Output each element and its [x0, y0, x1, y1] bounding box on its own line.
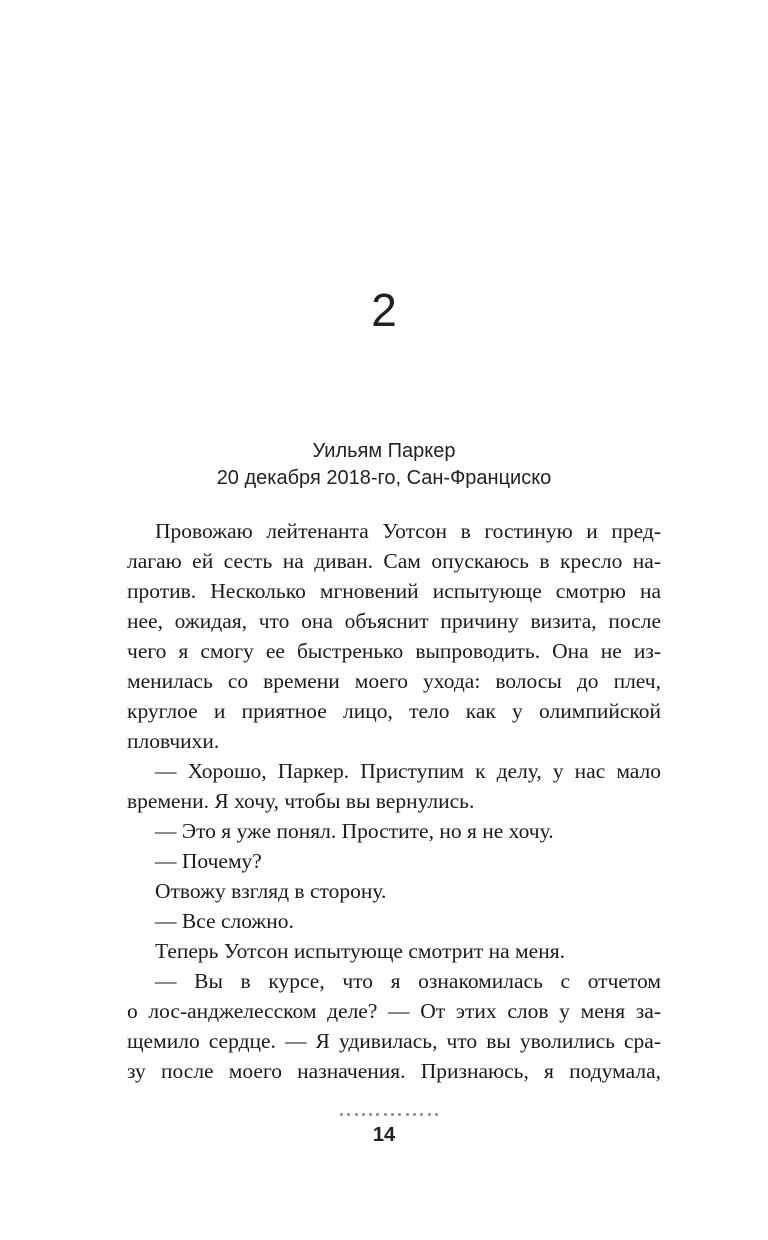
- footer-dots-ornament: [340, 1112, 438, 1116]
- text-line: — Вы в курсе, что я ознакомилась с отчетом: [155, 969, 661, 993]
- text-line: щемило сердце. — Я удивилась, что вы уволились сра-: [127, 1029, 661, 1053]
- text-line: менилась со времени моего ухода: волосы до плеч,: [127, 669, 661, 693]
- chapter-number: 2: [371, 284, 397, 336]
- text-line: — Это я уже понял. Простите, но я не хочу.: [155, 819, 554, 843]
- date-place-line: 20 декабря 2018-го, Сан-Франциско: [216, 467, 552, 489]
- text-line: Теперь Уотсон испытующе смотрит на меня.: [155, 939, 565, 963]
- text-line: зу после моего назначения. Признаюсь, я подумала,: [127, 1059, 661, 1083]
- text-line: времени. Я хочу, чтобы вы вернулись.: [127, 789, 475, 813]
- page-number: 14: [372, 1124, 396, 1146]
- author-line: Уильям Паркер: [312, 440, 456, 462]
- text-line: круглое и приятное лицо, тело как у олимпийской: [127, 699, 661, 723]
- text-line: чего я смогу ее быстренько выпроводить. Она не из-: [127, 639, 661, 663]
- text-body: [127, 516, 661, 1086]
- text-line: против. Несколько мгновений испытующе смотрю на: [127, 579, 661, 603]
- text-line: нее, ожидая, что она объяснит причину визита, после: [127, 609, 661, 633]
- chapter-heading: [0, 438, 768, 492]
- text-line: — Почему?: [155, 849, 262, 873]
- text-line: Провожаю лейтенанта Уотсон в гостиную и пред-: [155, 519, 661, 543]
- text-line: — Все сложно.: [155, 909, 294, 933]
- text-line: пловчихи.: [127, 729, 220, 753]
- text-line: лагаю ей сесть на диван. Сам опускаюсь в кресло на-: [127, 549, 661, 573]
- text-line: о лос-анджелесском деле? — От этих слов у меня за-: [127, 999, 661, 1023]
- text-line: Отвожу взгляд в сторону.: [155, 879, 387, 903]
- text-line: — Хорошо, Паркер. Приступим к делу, у нас мало: [155, 759, 661, 783]
